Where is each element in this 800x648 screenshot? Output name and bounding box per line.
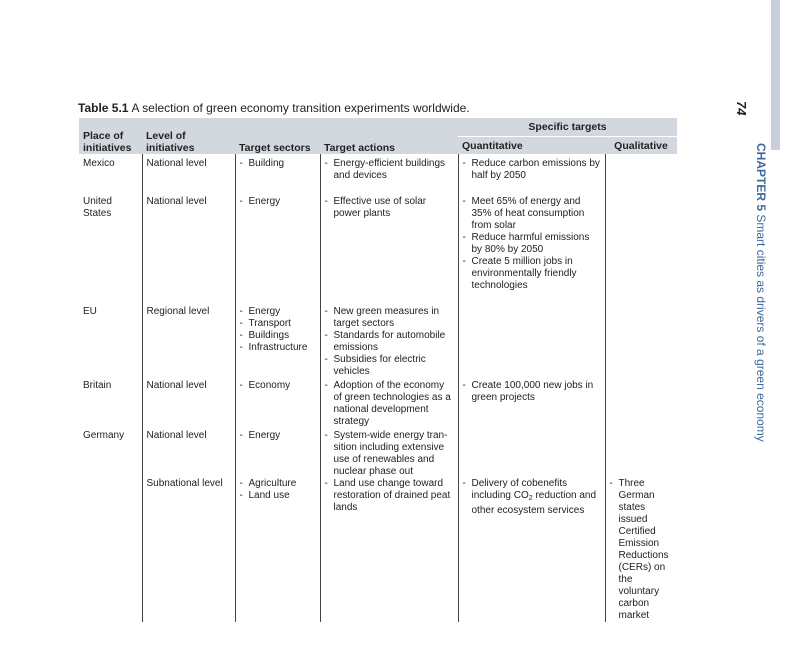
table-caption-text: A selection of green economy transition experiments worldwide. <box>131 101 470 115</box>
cell-actions: - System-wide energy tran-sition including extensive use of renewables and nuclear phase out <box>320 430 458 478</box>
cell-qualitative <box>605 430 677 478</box>
cell-quantitative: - Meet 65% of energy and 35% of heat consumption from solar - Reduce harmful emissions by 80% by 2050 - Create 5 million jobs in environmentally friendly technologies <box>458 196 605 292</box>
cell-level: National level <box>142 430 235 478</box>
cell-quantitative: - Delivery of cobenefits including $CO_2$ reduction and other ecosystem services <box>458 478 605 622</box>
cell-quantitative <box>458 306 605 378</box>
table-row <box>79 478 677 622</box>
table-caption-label: Table 5.1 <box>78 101 129 115</box>
cell-qualitative <box>605 196 677 292</box>
cell-qualitative <box>605 380 677 428</box>
cell-quantitative: - Reduce carbon emissions by half by 2050 <box>458 154 605 182</box>
table-row <box>79 380 677 428</box>
cell-place: Britain <box>83 380 112 391</box>
table-row <box>79 306 677 378</box>
table-row <box>79 196 677 292</box>
cell-place: Germany <box>83 430 125 441</box>
cell-actions: - Land use change toward restoration of drained peat lands <box>320 478 458 622</box>
header-sectors: Target sectors <box>235 118 320 154</box>
cell-qualitative: - Three German states issued Certified Emission Reductions (CERs) on the voluntary carbon market <box>605 478 677 622</box>
running-head <box>754 143 768 442</box>
cell-place: United States <box>83 196 112 219</box>
cell-sectors: - Energy <box>235 196 320 292</box>
cell-quantitative: - Create 100,000 new jobs in green projects <box>458 380 605 428</box>
cell-level: National level <box>142 380 235 428</box>
cell-level: Subnational level <box>142 478 235 622</box>
cell-level: Regional level <box>142 306 235 378</box>
cell-level: National level <box>142 154 235 182</box>
header-quantitative: Quantitative <box>458 137 605 155</box>
cell-sectors: - Building <box>235 154 320 182</box>
cell-actions: - Energy-efficient buildings and devices <box>320 154 458 182</box>
cell-sectors: - Agriculture - Land use <box>235 478 320 622</box>
table-row <box>79 430 677 478</box>
cell-sectors: - Energy <box>235 430 320 478</box>
cell-sectors: - Energy - Transport - Buildings - Infrastructure <box>235 306 320 378</box>
cell-actions: - Effective use of solar power plants <box>320 196 458 292</box>
cell-actions: - New green measures in target sectors - Standards for automobile emissions - Subsidies for electric vehicles <box>320 306 458 378</box>
header-specific-targets: Specific targets <box>458 118 677 137</box>
cell-place: EU <box>83 306 97 317</box>
transition-experiments-table <box>79 118 677 622</box>
header-actions: Target actions <box>320 118 458 154</box>
cell-actions: - Adoption of the economy of green technologies as a national development strategy <box>320 380 458 428</box>
chapter-title: Smart cities as drivers of a green economy <box>754 214 768 442</box>
cell-place <box>79 478 142 622</box>
page-number: 74 <box>734 101 749 116</box>
header-level: Level of initiatives <box>142 118 235 154</box>
chapter-label: CHAPTER 5 <box>754 143 768 212</box>
cell-sectors: - Economy <box>235 380 320 428</box>
header-qualitative: Qualitative <box>605 137 677 155</box>
cell-qualitative <box>605 306 677 378</box>
header-place: Place of initiatives <box>79 118 142 154</box>
cell-level: National level <box>142 196 235 292</box>
cell-qualitative <box>605 154 677 182</box>
table-row <box>79 154 677 182</box>
cell-quantitative <box>458 430 605 478</box>
table-caption <box>78 101 470 115</box>
cell-place: Mexico <box>83 158 115 169</box>
page-edge-tab <box>771 0 780 150</box>
